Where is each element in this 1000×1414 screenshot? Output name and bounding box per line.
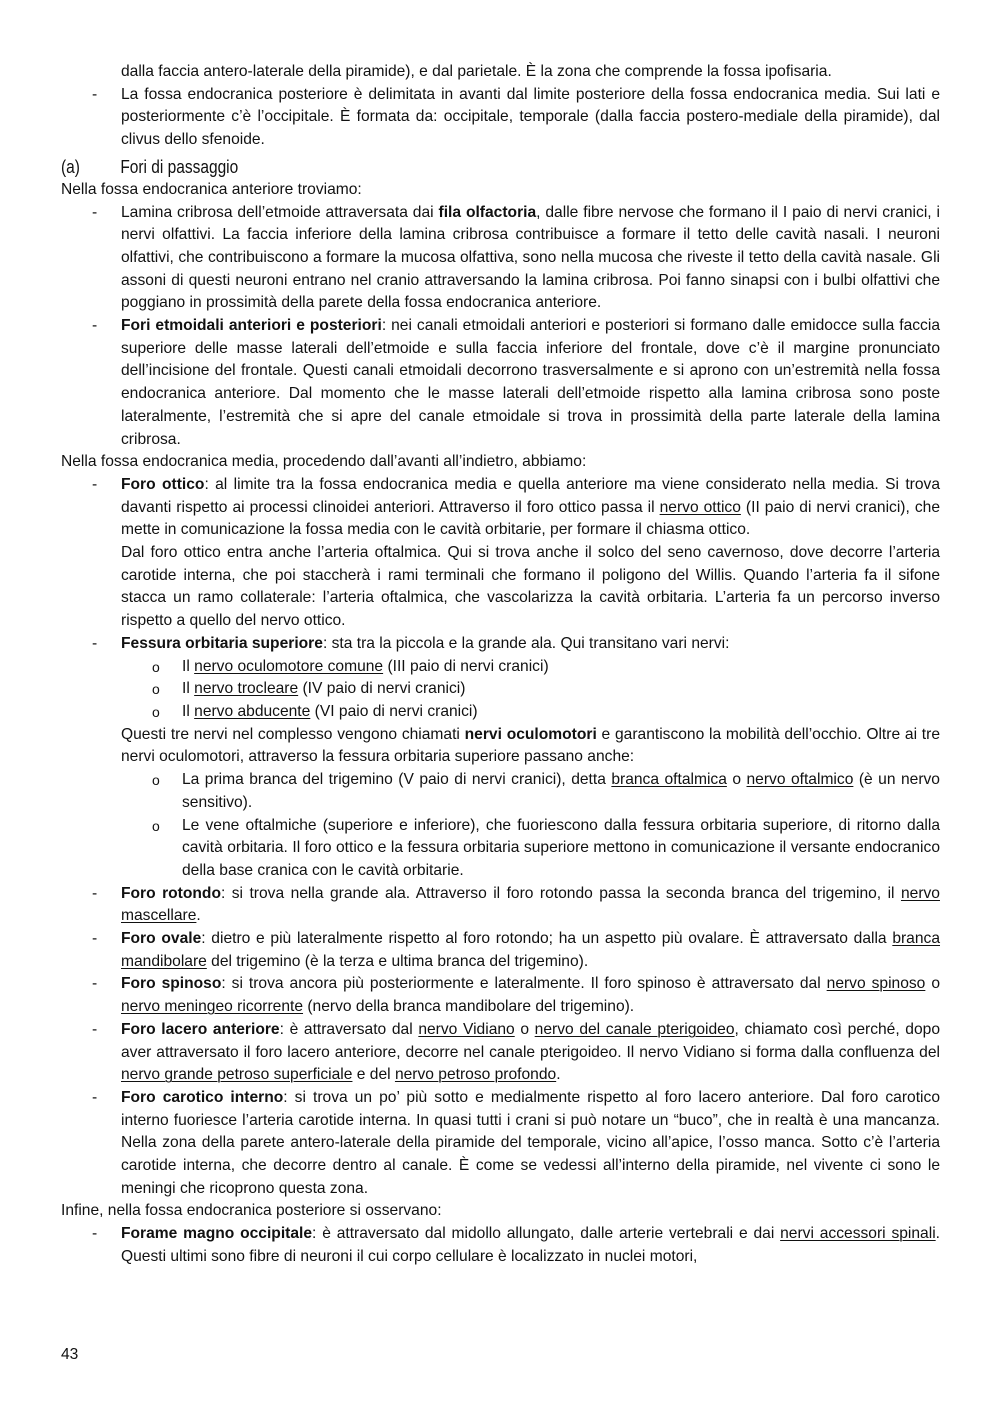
term-bold: Foro lacero anteriore (121, 1020, 280, 1038)
dash-bullet: - (92, 975, 98, 993)
term-bold: Foro rotondo (121, 884, 221, 902)
underlined-term: branca mandibolare (121, 930, 940, 970)
term-bold: fila olfactoria (438, 203, 537, 221)
section-number: (a) (61, 156, 80, 177)
underlined-term: nervo del canale pterigoideo (534, 1020, 735, 1038)
sub-list-item: o Il nervo trocleare (IV paio di nervi cranici) (61, 678, 940, 701)
list-item: - Foro carotico interno: si trova un po’ più sotto e medialmente rispetto al foro lacero anteriore. Dal foro carotico interno fuoriesce l’arteria carotide interna. In quasi tutti i crani si può notare un “buco”, che in realtà è una mancanza. Nella zona della parete antero-laterale della piramide del temporale, vicino all’apice, l’osso manca. Sotto c’è l’arteria carotide interna, che decorre dentro al canale. È come se vedessi all’interno della piramide, nel vivente ci sono le meningi che ricoprono questa zona. (92, 1088, 940, 1197)
underlined-term: nervo Vidiano (418, 1020, 515, 1038)
list-item-continuation: Questi tre nervi nel complesso vengono chiamati nervi oculomotori e garantiscono la mobilità dell’occhio. Oltre ai tre nervi oculomotori, attraverso la fessura orbitaria superiore passano anche: (121, 725, 940, 766)
posterior-lead: Infine, nella fossa endocranica posteriore si osservano: (61, 1202, 442, 1220)
underlined-term: nervo meningeo ricorrente (121, 998, 304, 1016)
underlined-term: branca oftalmica (611, 771, 727, 789)
list-item: - Foro ovale: dietro e più lateralmente rispetto al foro rotondo; ha un aspetto più ovalare. È attraversato dalla branca mandibolare del trigemino (è la terza e ultima branca del trigemino). (92, 930, 940, 970)
circle-bullet: o (152, 772, 160, 789)
term-bold: Foro carotico interno (121, 1088, 284, 1106)
dash-bullet: - (92, 475, 98, 493)
underlined-term: nervo abducente (194, 702, 311, 720)
page-content (61, 61, 940, 1269)
term-bold: Forame magno occipitale (121, 1225, 313, 1243)
anterior-lead: Nella fossa endocranica anteriore troviamo: (61, 180, 362, 198)
underlined-term: nervo oftalmico (746, 771, 854, 789)
list-item: - Lamina cribrosa dell’etmoide attraversata dai fila olfactoria, dalle fibre nervose che formano il I paio di nervi cranici, i nervi olfattivi. La faccia inferiore della lamina cribrosa contribuisce a formare il tetto delle cavità nasali. I neuroni olfattivi, che contribuiscono a formare la mucosa olfattiva, sono nella mucosa che riveste il tetto della cavità nasale. Gli assoni di questi neuroni entrano nel cranio attraversando la lamina cribrosa. Poi fanno sinapsi con i bulbi olfattivi che poggiano in prossimità della parete della fossa endocranica anteriore. (92, 203, 940, 312)
list-item: - Foro spinoso: si trova ancora più posteriormente e lateralmente. Il foro spinoso è attraversato dal nervo spinoso o nervo meningeo ricorrente (nervo della branca mandibolare del trigemino). (92, 975, 940, 1016)
underlined-term: nervo petroso profondo (394, 1066, 557, 1084)
term-bold: Foro ovale (121, 930, 202, 948)
underlined-term: nervi accessori spinali (780, 1225, 936, 1243)
media-lead: Nella fossa endocranica media, procedendo dall’avanti all’indietro, abbiamo: (61, 453, 587, 471)
list-item: - Fori etmoidali anteriori e posteriori: nei canali etmoidali anteriori e posteriori si formano dalle emidocce sulla faccia superiore delle masse laterali dell’etmoide e sulla faccia inferiore del frontale, dove c’è il margine pronunciato dell’incisione del frontale. Questi canali etmoidali decorrono trasversalmente e si aprono con un’estremità nella fossa endocranica anteriore. Dal momento che le masse laterali dell’etmoide rispetto alla lamina cribrosa sono poste lateralmente, l’estremità che si apre del canale etmoidale si trova in prossimità della parte laterale della lamina cribrosa. (92, 317, 940, 448)
term-bold: Foro spinoso (121, 975, 222, 993)
list-item: - Fessura orbitaria superiore: sta tra la piccola e la grande ala. Qui transitano vari nervi: (61, 633, 940, 656)
list-item: - Foro rotondo: si trova nella grande ala. Attraverso il foro rotondo passa la seconda branca del trigemino, il nervo mascellare. (92, 884, 940, 925)
underlined-term: nervo oculomotore comune (194, 657, 384, 675)
underlined-term: nervo spinoso (826, 975, 926, 993)
section-heading (61, 155, 817, 179)
sub-list-item: o Il nervo abducente (VI paio di nervi cranici) (61, 701, 940, 724)
dash-bullet: - (92, 1225, 98, 1243)
paragraph-continuation: dalla faccia antero-laterale della piramide), e dal parietale. È la zona che comprende la fossa ipofisaria. (121, 63, 832, 80)
page-number: 43 (61, 1346, 79, 1363)
underlined-term: nervo grande petroso superficiale (121, 1066, 353, 1084)
list-item: - Forame magno occipitale: è attraversato dal midollo allungato, dalle arterie vertebrali e dai nervi accessori spinali. Questi ultimi sono fibre di neuroni il cui corpo cellulare è localizzato in nuclei motori, (92, 1225, 940, 1265)
term-bold: Fessura orbitaria superiore (121, 634, 323, 652)
circle-bullet: o (152, 817, 160, 834)
dash-bullet: - (92, 884, 98, 902)
dash-bullet: - (92, 634, 98, 652)
section-title: Fori di passaggio (120, 156, 239, 177)
circle-bullet: o (152, 681, 160, 698)
dash-bullet: - (92, 1088, 98, 1106)
sub-list-item: o Il nervo oculomotore comune (III paio di nervi cranici) (61, 656, 940, 679)
underlined-term: nervo trocleare (194, 680, 299, 698)
term-bold: nervi oculomotori (464, 725, 597, 743)
underlined-term: nervo mascellare (121, 884, 940, 925)
sub-list-item: o La prima branca del trigemino (V paio di nervi cranici), detta branca oftalmica o nervo oftalmico (è un nervo sensitivo). (152, 771, 940, 811)
list-item-continuation: Dal foro ottico entra anche l’arteria oftalmica. Qui si trova anche il solco del seno cavernoso, dove decorre l’arteria carotide interna, che poi staccherà i rami terminali che formano il poligono del Willis. Quando l’arteria fa il sifone stacca un ramo collaterale: l’arteria oftalmica, che vascolarizza la cavità orbitaria. L’arteria fa un percorso inverso rispetto a quello del nervo ottico. (121, 544, 940, 630)
dash-bullet: - (92, 930, 98, 948)
sub-list-item: o Le vene oftalmiche (superiore e inferiore), che fuoriescono dalla fessura orbitaria superiore, di ritorno dalla cavità orbitaria. Il foro ottico e la fessura orbitaria superiore mettono in comunicazione il versante endocranico della base cranica con le cavità orbitarie. (152, 816, 940, 879)
underlined-term: nervo ottico (659, 498, 741, 516)
term-bold: Fori etmoidali anteriori e posteriori (121, 317, 382, 335)
dash-bullet: - (92, 203, 98, 221)
list-item: - Foro ottico: al limite tra la fossa endocranica media e quella anteriore ma viene considerato nella media. Si trova davanti rispetto ai processi clinoidei anteriori. Attraverso il foro ottico passa il nervo ottico (II paio di nervi cranici), che mette in comunicazione la fossa media con le cavità orbitarie, per formare il chiasma ottico. (92, 475, 940, 539)
circle-bullet: o (152, 703, 160, 720)
circle-bullet: o (152, 658, 160, 675)
term-bold: Foro ottico (121, 475, 205, 493)
list-item: - Foro lacero anteriore: è attraversato dal nervo Vidiano o nervo del canale pterigoideo, chiamato così perché, dopo aver attraversato il foro lacero anteriore, decorre nel canale pterigoideo. Il nervo Vidiano si forma dalla confluenza del nervo grande petroso superficiale e del nervo petroso profondo. (92, 1020, 940, 1084)
dash-bullet: - (92, 1020, 98, 1038)
list-item (61, 84, 940, 152)
list-item-text: La fossa endocranica posteriore è delimitata in avanti dal limite posteriore della fossa endocranica media. Sui lati e posteriormente c’è l’occipitale. È formata da: occipitale, temporale (dalla faccia postero-mediale della piramide), dal clivus dello sfenoide. (121, 85, 940, 149)
dash-bullet: - (92, 85, 98, 103)
dash-bullet: - (92, 317, 98, 335)
